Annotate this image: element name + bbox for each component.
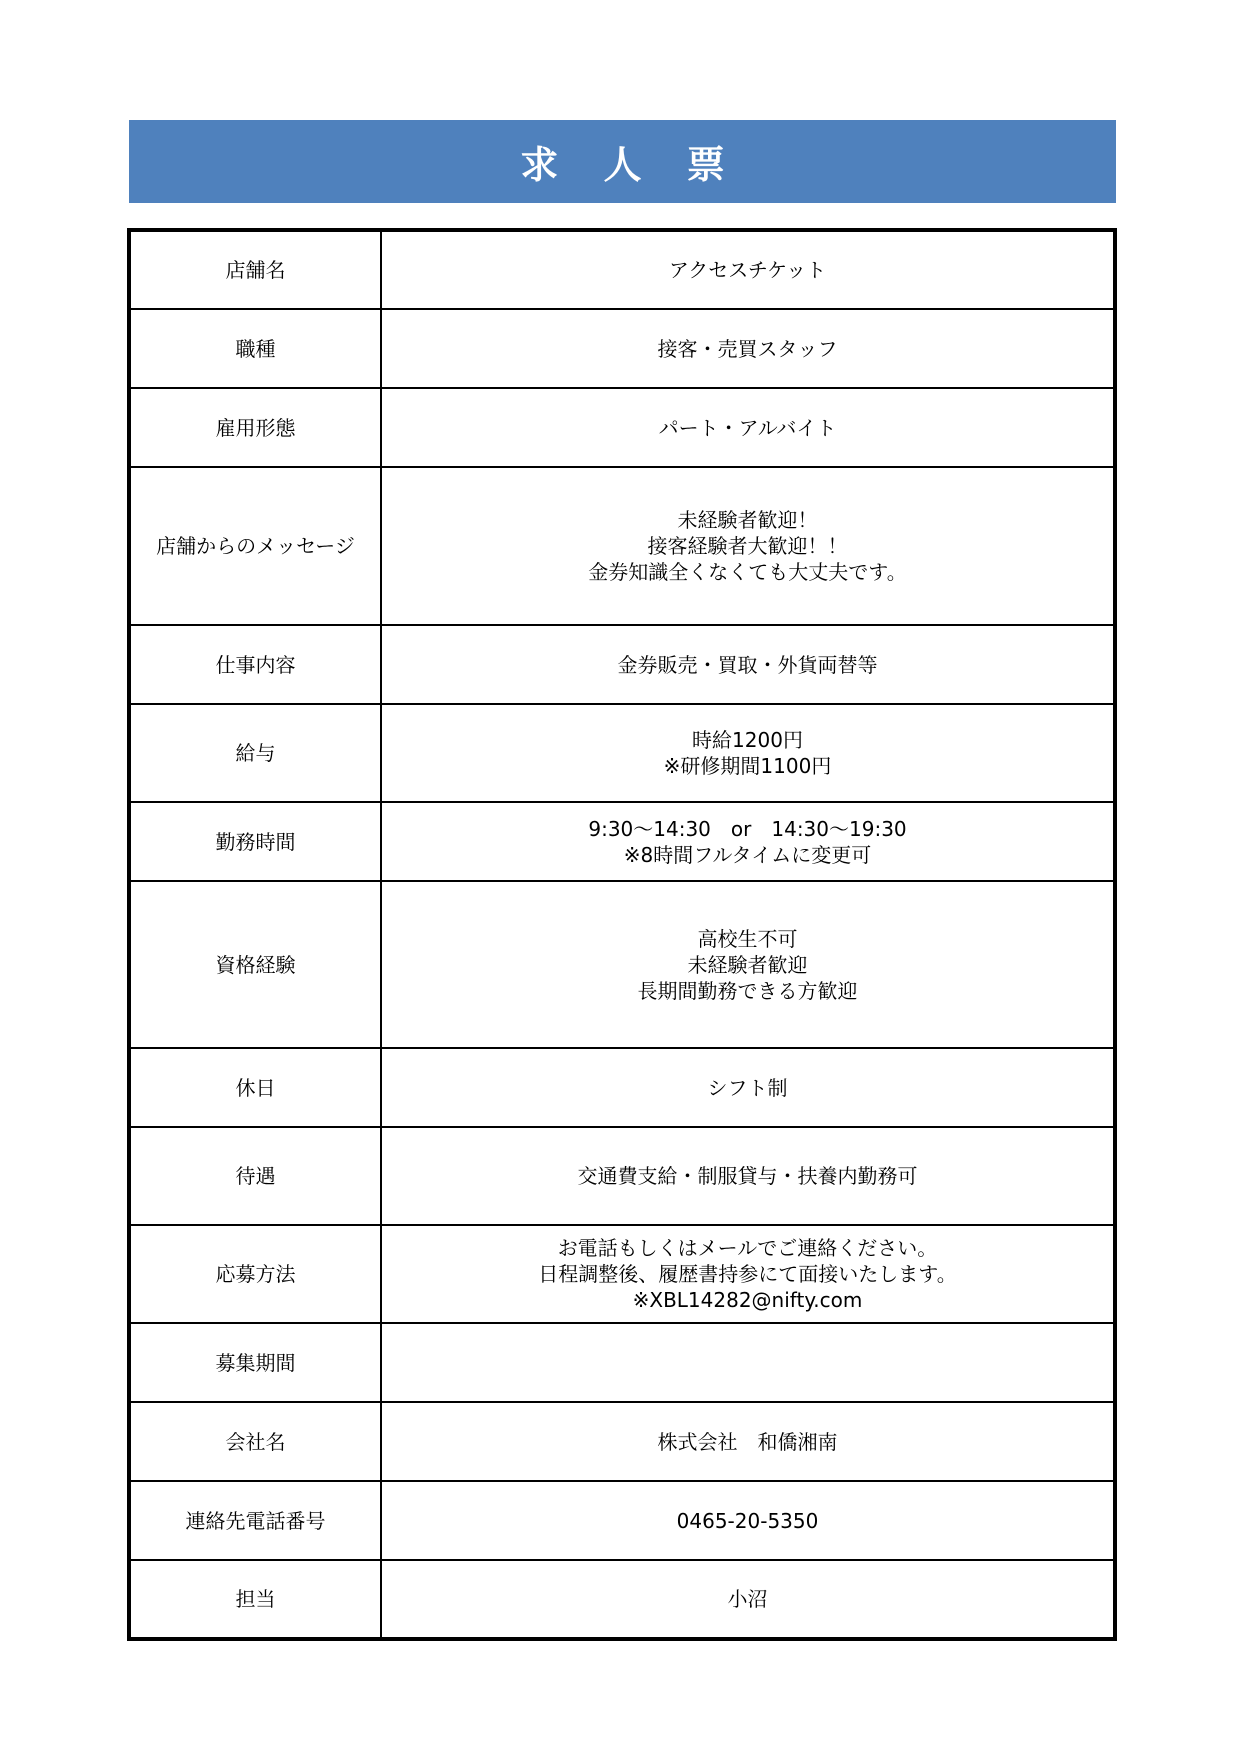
title-banner <box>129 120 1116 203</box>
page-title: 求 人 票 <box>520 143 741 187</box>
row-label: 休日 <box>129 1048 381 1127</box>
value-line: 未経験者歓迎！ <box>677 508 818 532</box>
row-label: 店舗名 <box>129 230 381 309</box>
table-row <box>129 1225 1115 1323</box>
row-value <box>381 1402 1115 1481</box>
value-line: 未経験者歓迎 <box>687 952 808 977</box>
value-line: 接客・売買スタッフ <box>657 336 838 361</box>
table-row <box>129 1323 1115 1402</box>
row-value <box>381 1127 1115 1225</box>
table-row <box>129 1048 1115 1127</box>
row-value <box>381 704 1115 802</box>
value-line: 金券販売・買取・外貨両替等 <box>617 652 878 677</box>
value-line: アクセスチケット <box>668 258 827 282</box>
row-value <box>381 1560 1115 1639</box>
table-row <box>129 388 1115 467</box>
contact-email: ※XBL14282@nifty.com <box>632 1288 863 1312</box>
row-label: 職種 <box>129 309 381 388</box>
table-row <box>129 1481 1115 1560</box>
row-value <box>381 1225 1115 1323</box>
value-line: 金券知識全くなくても大丈夫です。 <box>588 560 907 584</box>
value-line: ※8時間フルタイムに変更可 <box>623 842 872 867</box>
value-line: 日程調整後、履歴書持参にて面接いたします。 <box>538 1262 957 1286</box>
row-label: 連絡先電話番号 <box>129 1481 381 1560</box>
row-label: 資格経験 <box>129 881 381 1048</box>
row-value <box>381 230 1115 309</box>
table-row <box>129 1402 1115 1481</box>
job-posting-table <box>127 228 1117 1641</box>
value-line: 長期間勤務できる方歓迎 <box>637 978 858 1003</box>
value-line: ※研修期間1100円 <box>663 754 832 778</box>
value-line: 高校生不可 <box>697 926 798 951</box>
table-row <box>129 1127 1115 1225</box>
value-line: 接客経験者大歓迎！！ <box>647 534 848 558</box>
row-value <box>381 1048 1115 1127</box>
table-row <box>129 467 1115 625</box>
table-row <box>129 625 1115 704</box>
row-value <box>381 802 1115 881</box>
row-value <box>381 625 1115 704</box>
value-line: 交通費支給・制服貸与・扶養内勤務可 <box>577 1164 918 1188</box>
row-label: 会社名 <box>129 1402 381 1481</box>
value-line: 株式会社 和僑湘南 <box>657 1429 838 1454</box>
value-line: パート・アルバイト <box>658 415 837 440</box>
value-line: シフト制 <box>707 1075 788 1100</box>
table-row <box>129 802 1115 881</box>
table-row <box>129 704 1115 802</box>
table-row <box>129 309 1115 388</box>
table-row <box>129 881 1115 1048</box>
value-line: 9:30〜14:30 or 14:30〜19:30 <box>588 816 907 841</box>
row-value <box>381 467 1115 625</box>
row-value <box>381 881 1115 1048</box>
value-line: お電話もしくはメールでご連絡ください。 <box>557 1236 938 1260</box>
row-label: 担当 <box>129 1560 381 1639</box>
row-label: 募集期間 <box>129 1323 381 1402</box>
table-row <box>129 1560 1115 1639</box>
row-value <box>381 1481 1115 1560</box>
contact-phone: 0465-20-5350 <box>676 1508 819 1533</box>
row-label: 仕事内容 <box>129 625 381 704</box>
row-label: 待遇 <box>129 1127 381 1225</box>
row-value-empty <box>381 1323 1115 1402</box>
value-line: 小沼 <box>727 1587 768 1611</box>
table-row <box>129 230 1115 309</box>
row-label: 店舗からのメッセージ <box>129 467 381 625</box>
row-value <box>381 309 1115 388</box>
row-label: 勤務時間 <box>129 802 381 881</box>
row-label: 給与 <box>129 704 381 802</box>
row-label: 応募方法 <box>129 1225 381 1323</box>
row-value <box>381 388 1115 467</box>
value-line: 時給1200円 <box>692 728 803 752</box>
row-label: 雇用形態 <box>129 388 381 467</box>
